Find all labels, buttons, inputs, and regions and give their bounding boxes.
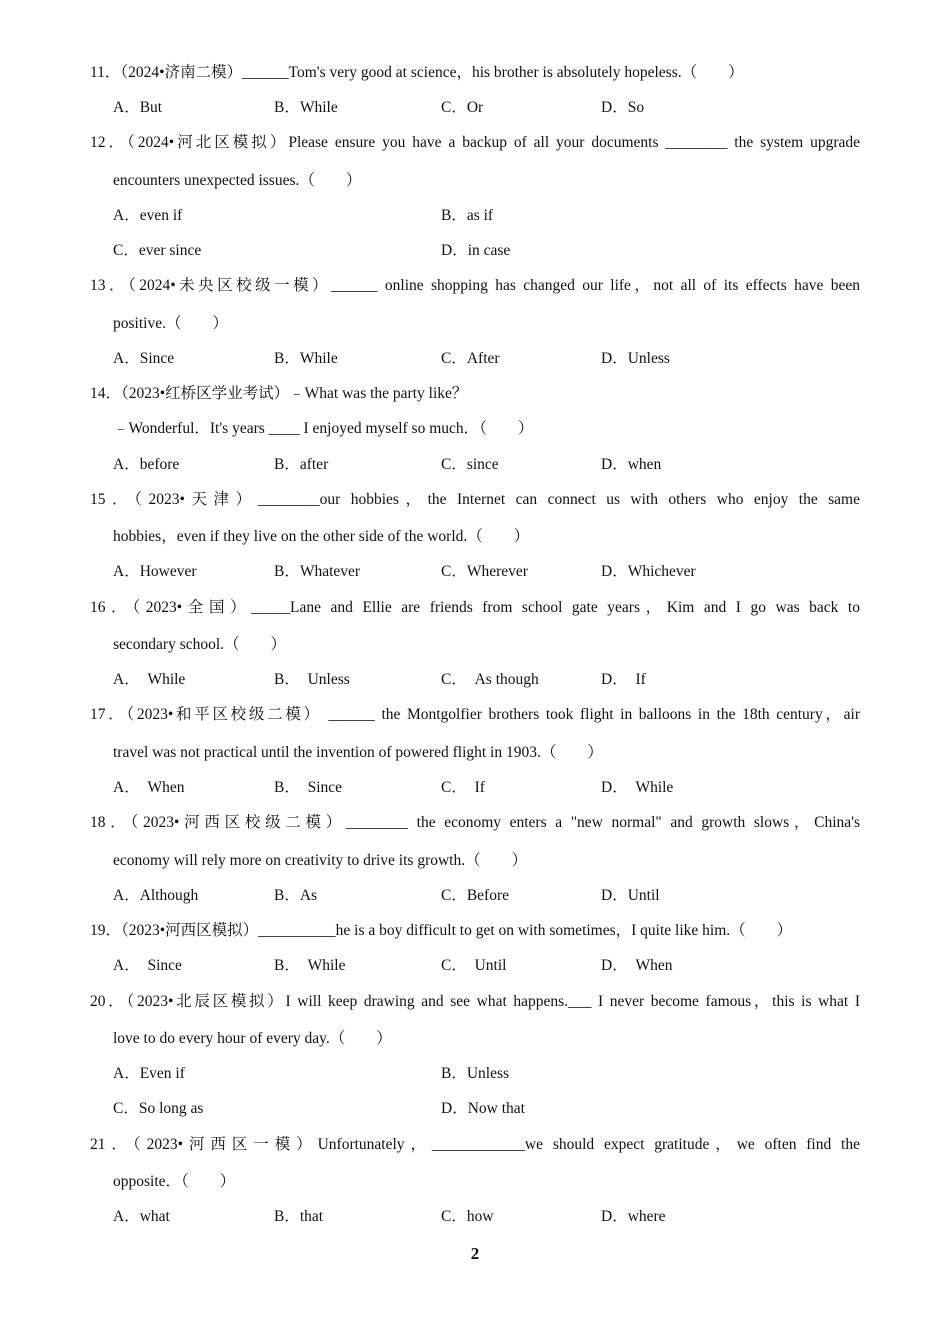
question-21-option-a: A．what: [113, 1208, 170, 1225]
question-20-option-b: B．Unless: [441, 1065, 510, 1082]
question-18-option-c: C．Before: [441, 887, 510, 904]
question-12-stem-line-2: encounters unexpected issues.（ ）: [113, 172, 362, 189]
question-13-option-c: C．After: [441, 350, 500, 367]
question-18-stem-line-1: 18．（2023•河西区校级二模）________ the economy enters a "new normal" and growth slows，China's: [90, 814, 860, 831]
question-16-stem-line-2: secondary school.（ ）: [113, 636, 287, 653]
question-16-option-d: D． If: [601, 671, 646, 688]
question-17-stem-line-1: 17．（2023•和平区校级二模） ______ the Montgolfier brothers took flight in balloons in the 18th century，air: [90, 706, 860, 723]
question-13-option-a: A．Since: [113, 350, 175, 367]
question-20-option-d: D．Now that: [441, 1100, 525, 1117]
question-19-option-b: B． While: [274, 957, 346, 974]
question-16-option-b: B． Unless: [274, 671, 350, 688]
question-12-stem-line-1: 12．（2024•河北区模拟）Please ensure you have a backup of all your documents ________ the system upgrade: [90, 134, 860, 151]
question-18-option-d: D．Until: [601, 887, 660, 904]
question-20-stem-line-1: 20．（2023•北辰区模拟）I will keep drawing and see what happens.___ I never become famous，this is what I: [90, 993, 860, 1010]
question-17-option-b: B． Since: [274, 779, 343, 796]
question-19-option-a: A． Since: [113, 957, 182, 974]
question-17-option-d: D． While: [601, 779, 674, 796]
question-14-option-c: C．since: [441, 456, 499, 473]
question-19-option-c: C． Until: [441, 957, 507, 974]
question-20-option-c: C．So long as: [113, 1100, 204, 1117]
question-21-stem-line-1: 21．（2023•河西区一模）Unfortunately，____________we should expect gratitude，we often find the: [90, 1136, 860, 1153]
question-12-option-a: A．even if: [113, 207, 183, 224]
question-15-option-c: C．Wherever: [441, 563, 528, 580]
question-11-option-b: B．While: [274, 99, 338, 116]
question-17-option-a: A． When: [113, 779, 185, 796]
question-14-option-b: B．after: [274, 456, 329, 473]
question-14-stem-line-1: 14．（2023•红桥区学业考试）﹣What was the party like？: [90, 385, 468, 402]
question-21-stem-line-2: opposite．（ ）: [113, 1173, 236, 1190]
question-15-stem-line-1: 15．（2023•天津）________our hobbies，the Internet can connect us with others who enjoy the same: [90, 491, 860, 508]
question-19-option-d: D． When: [601, 957, 673, 974]
question-14-option-d: D．when: [601, 456, 662, 473]
question-15-option-b: B．Whatever: [274, 563, 361, 580]
question-18-option-b: B．As: [274, 887, 318, 904]
question-11-option-c: C．Or: [441, 99, 484, 116]
question-12-option-d: D．in case: [441, 242, 511, 259]
question-18-stem-line-2: economy will rely more on creativity to drive its growth.（ ）: [113, 852, 528, 869]
question-13-stem-line-2: positive.（ ）: [113, 315, 228, 332]
question-15-stem-line-2: hobbies，even if they live on the other side of the world.（ ）: [113, 528, 530, 545]
question-16-option-a: A． While: [113, 671, 186, 688]
question-13-stem-line-1: 13．（2024•未央区校级一模）______ online shopping has changed our life，not all of its effects have been: [90, 277, 860, 294]
page-number: 2: [470, 1244, 480, 1263]
question-16-stem-line-1: 16．（2023•全国）_____Lane and Ellie are friends from school gate years，Kim and I go was back to: [90, 599, 860, 616]
question-11-option-d: D．So: [601, 99, 645, 116]
question-19-stem: 19．（2023•河西区模拟）__________he is a boy difficult to get on with sometimes，I quite like him.（ ）: [90, 922, 793, 939]
question-21-option-c: C．how: [441, 1208, 494, 1225]
question-12-option-c: C．ever since: [113, 242, 202, 259]
question-11-option-a: A．But: [113, 99, 163, 116]
question-20-option-a: A．Even if: [113, 1065, 185, 1082]
question-21-option-b: B．that: [274, 1208, 324, 1225]
question-20-stem-line-2: love to do every hour of every day.（ ）: [113, 1030, 392, 1047]
question-21-option-d: D．where: [601, 1208, 666, 1225]
question-13-option-d: D．Unless: [601, 350, 670, 367]
question-14-option-a: A．before: [113, 456, 180, 473]
question-15-option-a: A．However: [113, 563, 197, 580]
question-15-option-d: D．Whichever: [601, 563, 696, 580]
question-12-option-b: B．as if: [441, 207, 494, 224]
question-13-option-b: B．While: [274, 350, 338, 367]
question-18-option-a: A．Although: [113, 887, 199, 904]
question-11-stem: 11．（2024•济南二模）______Tom's very good at science，his brother is absolutely hopeless.（ ）: [90, 64, 744, 81]
question-14-stem-line-2: ﹣Wonderful．It's years ____ I enjoyed myself so much．（ ）: [113, 420, 534, 437]
question-17-option-c: C． If: [441, 779, 485, 796]
question-16-option-c: C． As though: [441, 671, 539, 688]
question-17-stem-line-2: travel was not practical until the invention of powered flight in 1903.（ ）: [113, 744, 603, 761]
